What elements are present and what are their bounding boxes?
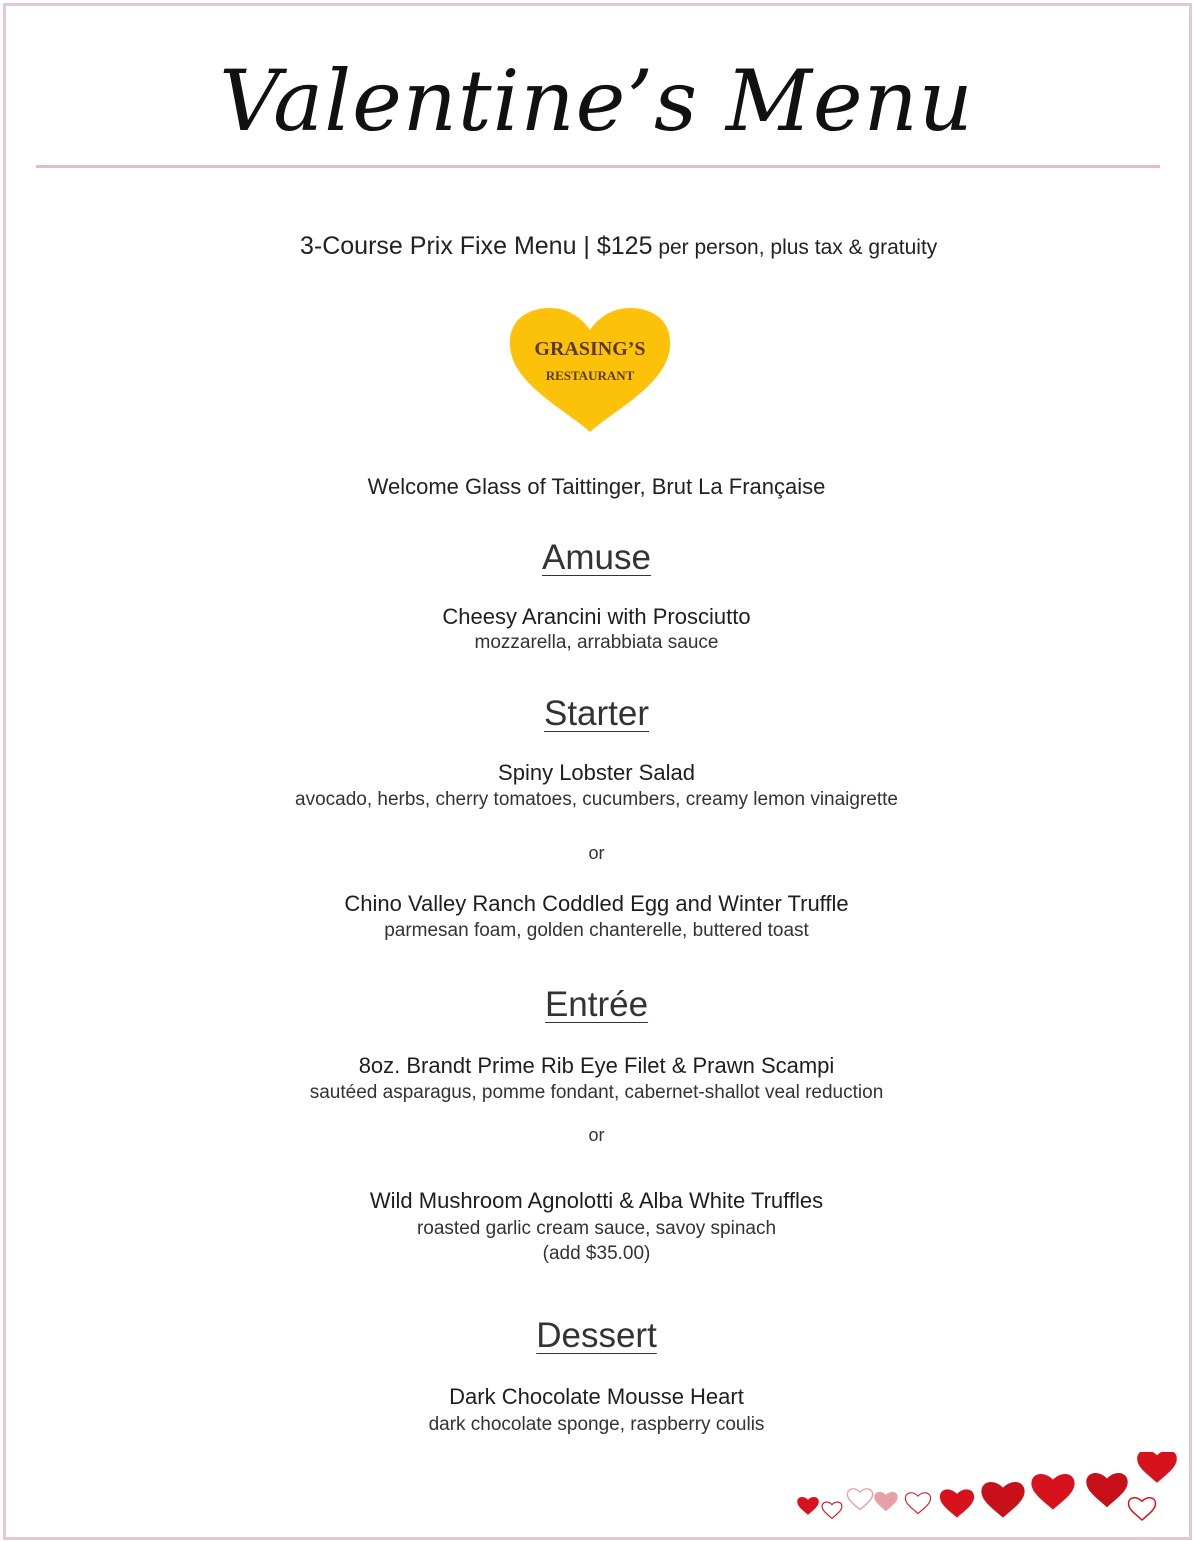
prix-fixe-line [300, 232, 937, 261]
prix-fixe-note: per person, plus tax & gratuity [652, 236, 938, 259]
starter-desc-2: parmesan foam, golden chanterelle, buttered toast [384, 920, 809, 941]
logo-subtitle: RESTAURANT [545, 368, 635, 383]
entree-heading: Entrée [544, 985, 649, 1024]
outline-heart-icon [822, 1502, 842, 1518]
red-heart-icon [1031, 1474, 1074, 1510]
outline-heart-icon [905, 1493, 930, 1514]
pink-heart-icon [874, 1492, 897, 1511]
title-divider [36, 165, 1160, 168]
outline-heart-icon [847, 1489, 872, 1510]
entree-dish-2: Wild Mushroom Agnolotti & Alba White Truffles [369, 1188, 824, 1213]
entree-or: or [588, 1125, 605, 1145]
welcome-line: Welcome Glass of Taittinger, Brut La Française [367, 474, 826, 499]
amuse-desc: mozzarella, arrabbiata sauce [474, 632, 719, 653]
starter-heading: Starter [543, 694, 650, 733]
small-red-heart-icon [797, 1497, 819, 1515]
entree-desc-1: sautéed asparagus, pomme fondant, cabernet-shallot veal reduction [309, 1082, 884, 1103]
entree-extra-price: (add $35.00) [542, 1243, 651, 1264]
entree-dish-1: 8oz. Brandt Prime Rib Eye Filet & Prawn Scampi [358, 1053, 835, 1078]
menu-title: Valentine’s Menu [219, 52, 974, 150]
prix-fixe-main: 3-Course Prix Fixe Menu | $125 [300, 232, 653, 260]
entree-desc-2: roasted garlic cream sauce, savoy spinach [416, 1218, 777, 1239]
logo-name: GRASING’S [534, 338, 646, 360]
red-heart-icon [1086, 1473, 1127, 1507]
dessert-dish: Dark Chocolate Mousse Heart [449, 1384, 744, 1409]
red-heart-icon [1137, 1452, 1177, 1483]
starter-dish-2: Chino Valley Ranch Coddled Egg and Winter Truffle [344, 891, 849, 916]
starter-desc-1: avocado, herbs, cherry tomatoes, cucumbers, creamy lemon vinaigrette [295, 789, 898, 810]
red-heart-icon [940, 1489, 974, 1517]
amuse-dish: Cheesy Arancini with Prosciutto [442, 604, 751, 629]
hearts-decoration-icon [790, 1452, 1190, 1541]
starter-dish-1: Spiny Lobster Salad [498, 760, 695, 785]
outline-heart-icon [1129, 1498, 1156, 1520]
dessert-heading: Dessert [536, 1316, 657, 1355]
red-heart-icon [981, 1482, 1024, 1518]
amuse-heading: Amuse [542, 538, 651, 577]
starter-or: or [588, 843, 605, 863]
dessert-desc: dark chocolate sponge, raspberry coulis [428, 1414, 765, 1435]
